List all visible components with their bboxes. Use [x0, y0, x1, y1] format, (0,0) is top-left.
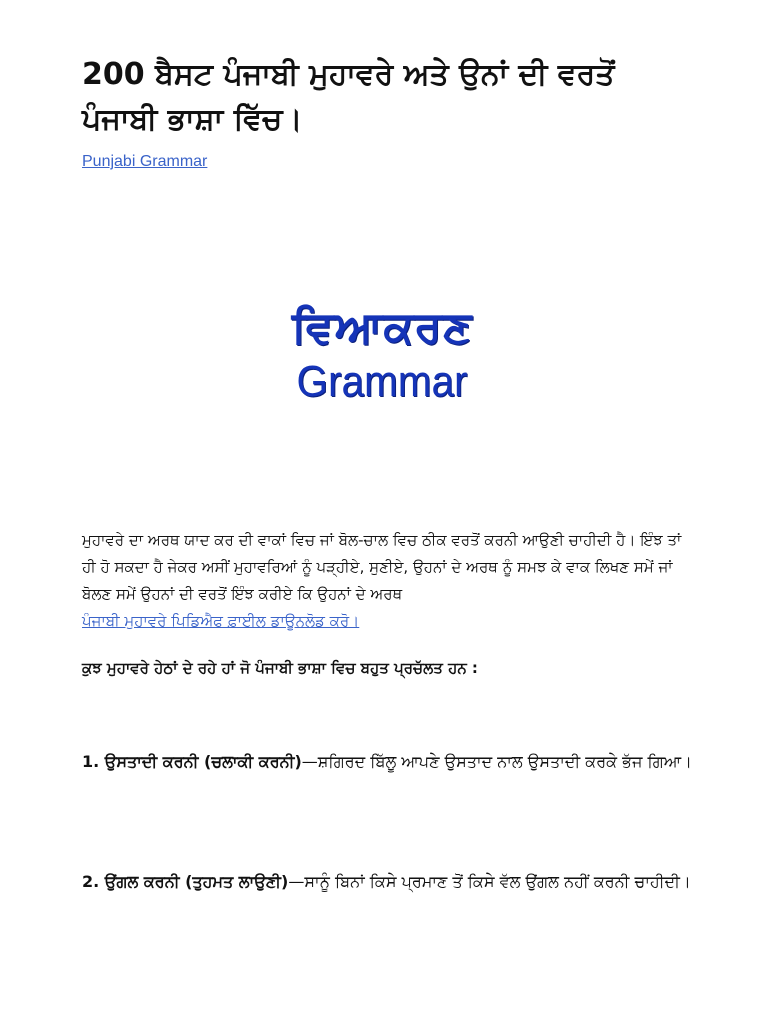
idiom-term: 2. ਉਂਗਲ ਕਰਨੀ (ਤੁਹਮਤ ਲਾਉਣੀ)	[82, 872, 289, 891]
logo-text-punjabi: ਵਿਆਕਰਣ	[291, 302, 473, 353]
idioms-subheading: ਕੁਝ ਮੁਹਾਵਰੇ ਹੇਠਾਂ ਦੇ ਰਹੇ ਹਾਂ ਜੋ ਪੰਜਾਬੀ ਭਾਸ਼ਾ ਵਿਚ ਬਹੁਤ ਪ੍ਰਚੱਲਤ ਹਨ :	[82, 659, 478, 677]
page-title: 200 ਬੈਸਟ ਪੰਜਾਬੀ ਮੁਹਾਵਰੇ ਅਤੇ ਉਨਾਂ ਦੀ ਵਰਤੋਂ ਪੰਜਾਬੀ ਭਾਸ਼ਾ ਵਿੱਚ।	[82, 57, 615, 137]
idiom-term: 1. ਉਸਤਾਦੀ ਕਰਨੀ (ਚਲਾਕੀ ਕਰਨੀ)	[82, 752, 302, 771]
intro-paragraph	[82, 527, 692, 635]
pdf-download-link[interactable]: ਪੰਜਾਬੀ ਮੁਹਾਵਰੇ ਪਿਡਿਐਫ ਫ਼ਾਈਲ ਡਾਊਨਲੋਡ ਕਰੋ।	[82, 612, 360, 630]
logo-text-english: Grammar	[296, 357, 468, 406]
idiom-item	[82, 748, 692, 775]
idiom-item	[82, 868, 692, 895]
intro-text: ਮੁਹਾਵਰੇ ਦਾ ਅਰਥ ਯਾਦ ਕਰ ਦੀ ਵਾਕਾਂ ਵਿਚ ਜਾਂ ਬੋਲ-ਚਾਲ ਵਿਚ ਠੀਕ ਵਰਤੋਂ ਕਰਨੀ ਆਉਣੀ ਚਾਹੀਦੀ ਹੈ। ਇੰਝ ਤਾਂ ਹੀ ਹੋ ਸਕਦਾ ਹੈ ਜੇਕਰ ਅਸੀਂ ਮੁਹਾਵਰਿਆਂ ਨੂੰ ਪੜ੍ਹੀਏ, ਸੁਣੀਏ, ਉਹਨਾਂ ਦੇ ਅਰਥ ਨੂੰ ਸਮਝ ਕੇ ਵਾਕ ਲਿਖਣ ਸਮੇਂ ਜਾਂ ਬੋਲਣ ਸਮੇਂ ਉਹਨਾਂ ਦੀ ਵਰਤੋਂ ਇੰਝ ਕਰੀਏ ਕਿ ਉਹਨਾਂ ਦੇ ਅਰਥ	[82, 531, 682, 603]
idiom-example: —ਸ਼ਗਿਰਦ ਬਿੱਲੂ ਆਪਣੇ ਉਸਤਾਦ ਨਾਲ ਉਸਤਾਦੀ ਕਰਕੇ ਭੱਜ ਗਿਆ।	[301, 752, 692, 771]
category-link[interactable]: Punjabi Grammar	[82, 153, 208, 170]
grammar-logo-image	[282, 300, 482, 408]
idiom-example: —ਸਾਨੂੰ ਬਿਨਾਂ ਕਿਸੇ ਪ੍ਰਮਾਣ ਤੋਂ ਕਿਸੇ ਵੱਲ ਉਂਗਲ ਨਹੀਂ ਕਰਨੀ ਚਾਹੀਦੀ।	[288, 872, 691, 891]
